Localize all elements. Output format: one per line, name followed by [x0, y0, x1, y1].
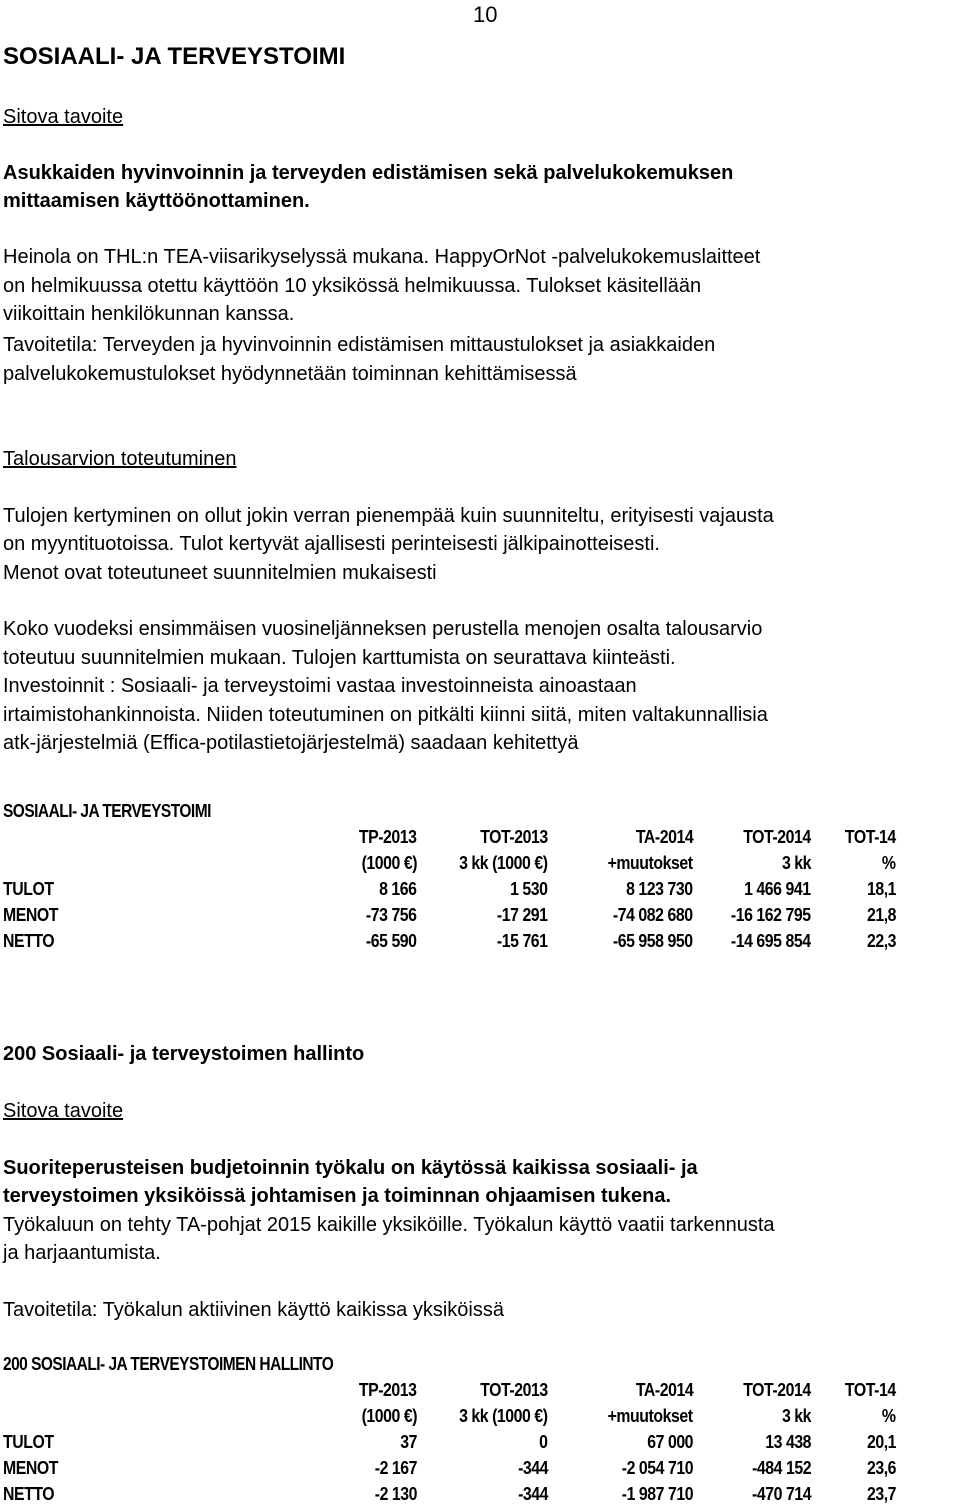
table2-header-tot2014: TOT-2014	[743, 1380, 811, 1400]
table-cell: 23,7	[866, 1484, 896, 1504]
body2-line-1: Työkaluun on tehty TA-pohjat 2015 kaikille yksiköille. Työkalun käyttö vaatii tarkennusta	[3, 1214, 775, 1236]
body2-line-2: ja harjaantumista.	[3, 1242, 161, 1264]
table2-unit-tp2013: (1000 €)	[361, 1406, 417, 1426]
table1-unit-tot2014: 3 kk	[781, 853, 811, 873]
target-state: Tavoitetila: Työkalun aktiivinen käyttö kaikissa yksiköissä	[3, 1299, 504, 1321]
table-row	[0, 1432, 960, 1458]
budget-line-3: Menot ovat toteutuneet suunnitelmien mukaisesti	[3, 562, 437, 584]
row-label: NETTO	[3, 1484, 55, 1504]
table2-header-ta2014: TA-2014	[635, 1380, 693, 1400]
body-line-5: palvelukokemustulokset hyödynnetään toiminnan kehittämisessä	[3, 363, 577, 385]
table-cell: -73 756	[366, 905, 417, 925]
table-cell: -470 714	[751, 1484, 811, 1504]
table-cell: -74 082 680	[613, 905, 693, 925]
body-line-1: Heinola on THL:n TEA-viisarikyselyssä mukana. HappyOrNot -palvelukokemuslaitteet	[3, 246, 761, 268]
budget-line-1: Tulojen kertyminen on ollut jokin verran pienempää kuin suunniteltu, erityisesti vajausta	[3, 505, 774, 527]
row-label: NETTO	[3, 931, 55, 951]
table2-header-row-1	[0, 1380, 960, 1406]
table1-unit-tot2013: 3 kk (1000 €)	[459, 853, 548, 873]
forecast-line-3: Investoinnit : Sosiaali- ja terveystoimi vastaa investoinneista ainoastaan	[3, 675, 637, 697]
table-cell: 1 466 941	[744, 879, 811, 899]
budget-heading: Talousarvion toteutuminen	[3, 448, 237, 470]
table1-header-tot2013: TOT-2013	[480, 827, 548, 847]
table-cell: -14 695 854	[731, 931, 811, 951]
table-cell: 13 438	[765, 1432, 811, 1452]
forecast-line-5: atk-järjestelmiä (Effica-potilastietojärjestelmä) saadaan kehitettyä	[3, 732, 579, 754]
table-cell: -2 130	[374, 1484, 417, 1504]
table2-unit-tot2013: 3 kk (1000 €)	[459, 1406, 548, 1426]
table-row	[0, 879, 960, 905]
budget-line-2: on myyntituotoissa. Tulot kertyvät ajallisesti perinteisesti jälkipainotteisesti.	[3, 533, 660, 555]
body-line-4: Tavoitetila: Terveyden ja hyvinvoinnin edistämisen mittaustulokset ja asiakkaiden	[3, 334, 716, 356]
table-cell: -17 291	[497, 905, 548, 925]
table-cell: -344	[518, 1484, 548, 1504]
table-row	[0, 905, 960, 931]
table2-unit-tot2014: 3 kk	[781, 1406, 811, 1426]
table1-unit-tot14: %	[882, 853, 896, 873]
table1-title: SOSIAALI- JA TERVEYSTOIMI	[3, 801, 211, 821]
forecast-line-2: toteutuu suunnitelmien mukaan. Tulojen karttumista on seurattava kiinteästi.	[3, 647, 676, 669]
table1-header-tp2013: TP-2013	[359, 827, 417, 847]
table2-title: 200 SOSIAALI- JA TERVEYSTOIMEN HALLINTO	[3, 1354, 334, 1374]
table-cell: 23,6	[866, 1458, 896, 1478]
table-cell: 20,1	[866, 1432, 896, 1452]
table-cell: 0	[539, 1432, 548, 1452]
binding-goal-label: Sitova tavoite	[3, 106, 124, 128]
table1-header-row-1	[0, 827, 960, 853]
table-cell: -1 987 710	[621, 1484, 693, 1504]
forecast-line-4: irtaimistohankinnoista. Niiden toteutuminen on pitkälti kiinni siitä, miten valtakunnallisia	[3, 704, 768, 726]
table-cell: 67 000	[647, 1432, 693, 1452]
table1-header-row-2	[0, 853, 960, 879]
page-number: 10	[473, 2, 498, 27]
table-row	[0, 931, 960, 957]
table-cell: -2 167	[374, 1458, 417, 1478]
table-cell: -2 054 710	[621, 1458, 693, 1478]
goal2-line-1: Suoriteperusteisen budjetoinnin työkalu on käytössä kaikissa sosiaali- ja	[3, 1157, 698, 1179]
table1-header-ta2014: TA-2014	[635, 827, 693, 847]
table1-header-tot14: TOT-14	[845, 827, 896, 847]
table-cell: 1 530	[510, 879, 548, 899]
table-cell: -16 162 795	[731, 905, 811, 925]
table-cell: 37	[400, 1432, 417, 1452]
goal2-line-2: terveystoimen yksiköissä johtamisen ja toiminnan ohjaamisen tukena.	[3, 1185, 672, 1207]
table-cell: 8 123 730	[626, 879, 693, 899]
table2-unit-tot14: %	[882, 1406, 896, 1426]
row-label: TULOT	[3, 879, 54, 899]
section-heading: 200 Sosiaali- ja terveystoimen hallinto	[3, 1043, 365, 1065]
body-line-3: viikoittain henkilökunnan kanssa.	[3, 303, 295, 325]
table-cell: -65 958 950	[613, 931, 693, 951]
page-title: SOSIAALI- JA TERVEYSTOIMI	[3, 43, 346, 70]
table-cell: -484 152	[751, 1458, 811, 1478]
table2-header-tp2013: TP-2013	[359, 1380, 417, 1400]
table-cell: -65 590	[366, 931, 417, 951]
row-label: TULOT	[3, 1432, 54, 1452]
table1-unit-tp2013: (1000 €)	[361, 853, 417, 873]
table-row	[0, 1458, 960, 1484]
table2-unit-ta2014: +muutokset	[608, 1406, 693, 1426]
table-cell: -15 761	[497, 931, 548, 951]
table-row	[0, 1484, 960, 1510]
goal-line-1: Asukkaiden hyvinvoinnin ja terveyden edistämisen sekä palvelukokemuksen	[3, 162, 734, 184]
table-cell: -344	[518, 1458, 548, 1478]
body-line-2: on helmikuussa otettu käyttöön 10 yksikössä helmikuussa. Tulokset käsitellään	[3, 275, 702, 297]
goal-line-2: mittaamisen käyttöönottaminen.	[3, 190, 310, 212]
forecast-line-1: Koko vuodeksi ensimmäisen vuosineljänneksen perustella menojen osalta talousarvio	[3, 618, 763, 640]
table-cell: 18,1	[866, 879, 896, 899]
binding-goal-label-2: Sitova tavoite	[3, 1100, 124, 1122]
table-cell: 8 166	[379, 879, 417, 899]
table-cell: 22,3	[866, 931, 896, 951]
table-cell: 21,8	[866, 905, 896, 925]
table2-header-tot2013: TOT-2013	[480, 1380, 548, 1400]
table1-unit-ta2014: +muutokset	[608, 853, 693, 873]
table2-header-row-2	[0, 1406, 960, 1432]
table2-header-tot14: TOT-14	[845, 1380, 896, 1400]
row-label: MENOT	[3, 1458, 58, 1478]
table1-header-tot2014: TOT-2014	[743, 827, 811, 847]
row-label: MENOT	[3, 905, 58, 925]
